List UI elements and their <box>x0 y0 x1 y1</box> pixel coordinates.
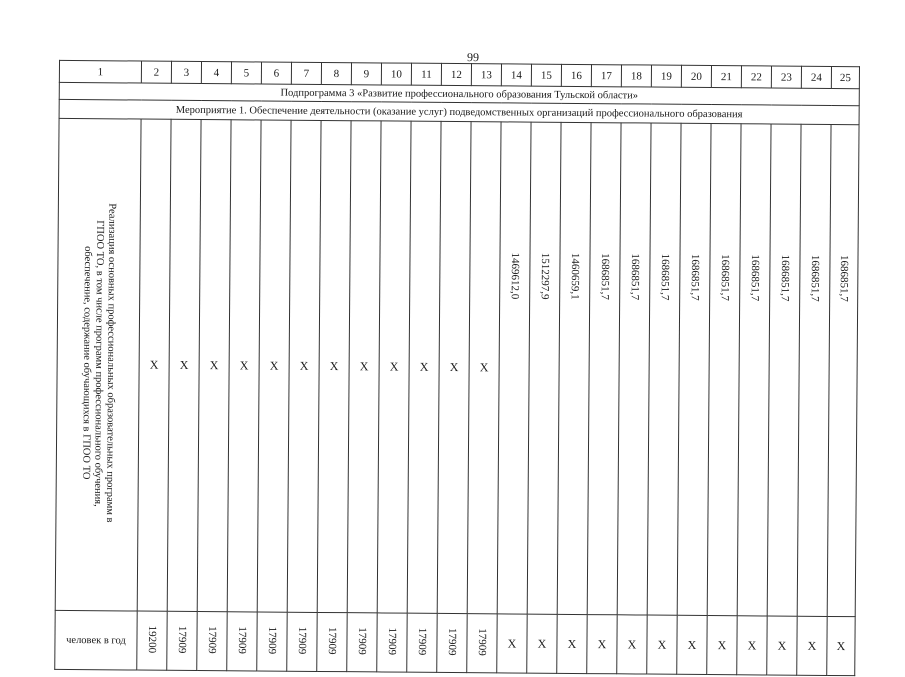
indicator-value: Х <box>329 359 339 374</box>
page-number: 99 <box>467 50 480 65</box>
unit-value: 17909 <box>475 627 489 656</box>
indicator-value-cell <box>827 124 859 616</box>
unit-value-cell <box>257 612 287 671</box>
unit-value-cell <box>737 616 767 675</box>
unit-label-cell <box>55 610 137 670</box>
indicator-value: 1460659,1 <box>568 252 582 300</box>
indicator-value-cell <box>167 119 201 611</box>
indicator-value: 1686851,7 <box>778 254 792 302</box>
unit-value-cell <box>317 612 347 671</box>
indicator-value: Х <box>389 359 399 374</box>
indicator-description-cell <box>55 118 141 611</box>
indicator-value: 1686851,7 <box>837 255 851 302</box>
indicator-value-cell <box>797 124 831 616</box>
column-number-cell: 4 <box>201 62 231 84</box>
unit-value: 17909 <box>175 625 189 654</box>
unit-value-cell <box>227 612 257 671</box>
column-number-cell: 25 <box>831 66 859 88</box>
indicator-value: Х <box>269 358 279 373</box>
unit-value-cell <box>767 616 797 675</box>
column-number-cell: 9 <box>351 63 381 85</box>
unit-value: Х <box>507 635 517 651</box>
indicator-value-cell <box>437 121 471 613</box>
indicator-value-cell <box>347 121 381 613</box>
indicator-value: Х <box>179 357 189 372</box>
column-number-cell: 24 <box>801 66 831 88</box>
unit-value-cell <box>197 612 227 671</box>
column-number-cell: 14 <box>501 64 531 86</box>
measure-title: Мероприятие 1. Обеспечение деятельности (оказание услуг) подведомственных организаций профессионального образования <box>59 99 859 124</box>
column-number-cell: 1 <box>59 60 141 83</box>
unit-value-cell <box>287 612 317 671</box>
unit-value: 17909 <box>355 627 369 655</box>
indicator-value-cell <box>737 124 771 616</box>
unit-value: Х <box>717 637 727 652</box>
unit-value-cell <box>677 615 707 674</box>
unit-value: 17909 <box>295 626 309 655</box>
column-number-cell: 7 <box>291 62 321 84</box>
unit-value-cell <box>827 616 855 675</box>
unit-value-cell <box>527 614 557 673</box>
indicator-value: 1512297,9 <box>538 252 552 300</box>
unit-value: Х <box>537 636 547 651</box>
indicator-value: 1469612,0 <box>508 252 522 300</box>
column-number-cell: 20 <box>681 65 711 87</box>
unit-value: Х <box>687 637 697 652</box>
column-number-cell: 6 <box>261 62 291 84</box>
unit-value: 17909 <box>235 626 249 654</box>
indicator-value-cell <box>407 121 441 613</box>
unit-value-cell <box>377 613 407 672</box>
column-number-cell: 5 <box>231 62 261 84</box>
indicator-value-cell <box>527 122 561 614</box>
unit-value-cell <box>647 615 677 674</box>
indicator-row <box>55 118 859 616</box>
indicator-value-cell <box>227 120 261 612</box>
unit-value: 17909 <box>415 627 429 656</box>
unit-value: Х <box>657 637 667 652</box>
indicator-value-cell <box>377 121 411 613</box>
indicator-value-cell <box>287 120 321 612</box>
unit-value: 17909 <box>445 627 459 656</box>
column-number-cell: 18 <box>621 65 651 87</box>
column-number-cell: 2 <box>141 61 171 83</box>
unit-value: Х <box>627 636 637 651</box>
unit-value: Х <box>777 638 787 653</box>
indicator-value: Х <box>359 359 369 374</box>
indicator-value: 1686851,7 <box>628 253 642 301</box>
indicator-value-cell <box>587 123 621 615</box>
unit-value-cell <box>137 611 167 670</box>
column-number-cell: 13 <box>471 64 501 86</box>
indicator-value: 1686851,7 <box>658 253 672 301</box>
column-number-cell: 12 <box>441 63 471 85</box>
column-number-cell: 10 <box>381 63 411 85</box>
column-number-cell: 21 <box>711 66 741 88</box>
column-number-cell: 3 <box>171 61 201 83</box>
indicator-value: Х <box>149 357 159 372</box>
column-number-cell: 19 <box>651 65 681 87</box>
indicator-value-cell <box>647 123 681 615</box>
unit-row <box>55 610 855 675</box>
unit-value: 17909 <box>205 625 219 654</box>
unit-value: Х <box>747 637 757 652</box>
column-number-cell: 16 <box>561 64 591 86</box>
unit-label: человек в год <box>66 634 126 647</box>
column-number-cell: 23 <box>771 66 801 88</box>
indicator-value-cell <box>557 122 591 614</box>
unit-value: Х <box>567 636 577 651</box>
indicator-value-cell <box>137 119 171 611</box>
indicator-value-cell <box>677 123 711 615</box>
column-number-cell: 17 <box>591 65 621 87</box>
unit-value: 17909 <box>325 626 339 655</box>
unit-value-cell <box>557 614 587 673</box>
unit-value: 17909 <box>265 626 279 654</box>
indicator-value-cell <box>497 122 531 614</box>
unit-value: 19200 <box>145 625 159 653</box>
unit-value-cell <box>347 613 377 672</box>
indicator-value-cell <box>767 124 801 616</box>
column-number-cell: 11 <box>411 63 441 85</box>
indicator-value: Х <box>239 358 249 373</box>
indicator-value-cell <box>257 120 291 612</box>
unit-value-cell <box>407 613 437 672</box>
column-number-cell: 15 <box>531 64 561 86</box>
unit-value-cell <box>707 616 737 675</box>
indicator-value-cell <box>317 120 351 612</box>
indicator-value: 1686851,7 <box>598 253 612 300</box>
indicator-value: 1686851,7 <box>748 254 762 302</box>
unit-value: Х <box>807 638 817 653</box>
indicator-value: Х <box>479 360 489 375</box>
unit-value-cell <box>617 615 647 674</box>
unit-value: Х <box>597 636 607 651</box>
unit-value-cell <box>797 616 827 675</box>
indicator-value: 1686851,7 <box>808 254 822 302</box>
indicator-value: 1686851,7 <box>718 254 732 301</box>
unit-value-cell <box>167 611 197 670</box>
subprogram-title: Подпрограмма 3 «Развитие профессионального образования Тульской области» <box>59 82 859 105</box>
indicator-value-cell <box>617 123 651 615</box>
indicator-value-cell <box>707 124 741 616</box>
indicator-description: Реализация основных профессиональных образовательных программ в ГПОО ТО, в том числе программ профессионального обучения, обеспечение, содержание обучающихся в ГПОО ТО <box>80 203 118 523</box>
column-number-cell: 8 <box>321 62 351 84</box>
indicator-value: Х <box>209 358 219 373</box>
column-number-cell: 22 <box>741 66 771 88</box>
unit-value-cell <box>467 614 497 673</box>
indicator-value: 1686851,7 <box>688 253 702 301</box>
unit-value: 17909 <box>385 627 399 655</box>
indicator-value: Х <box>299 358 309 373</box>
indicator-value-cell <box>467 122 501 614</box>
budget-table <box>54 60 860 676</box>
indicator-value: Х <box>419 359 429 374</box>
unit-value-cell <box>587 615 617 674</box>
unit-value: Х <box>836 638 846 653</box>
unit-value-cell <box>497 614 527 673</box>
unit-value-cell <box>437 613 467 672</box>
indicator-value-cell <box>197 120 231 612</box>
indicator-value: Х <box>449 359 459 375</box>
